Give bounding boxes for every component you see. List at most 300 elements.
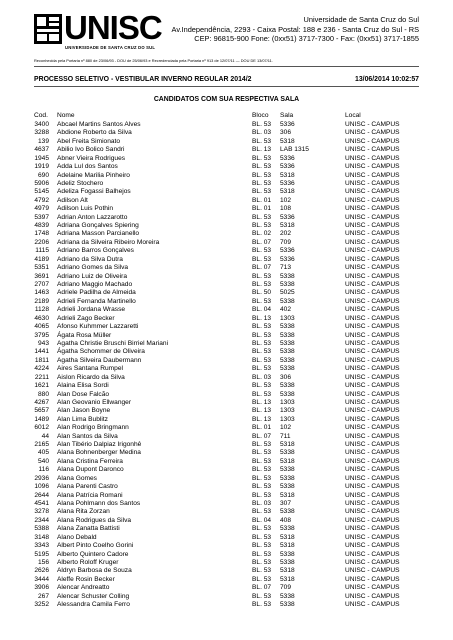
cell-nome: Agatha Christie Bruschi Birriel Mariani [57, 339, 169, 347]
table-row [0, 247, 453, 255]
cell-bloco: BL. 53 [252, 272, 272, 280]
cell-bloco: BL. 53 [252, 533, 272, 541]
cell-cod: 2644 [34, 491, 49, 499]
cell-sala: 1303 [280, 314, 295, 322]
cell-cod: 1919 [34, 163, 49, 171]
table-row [0, 551, 453, 559]
cell-sala: 5318 [280, 441, 295, 449]
column-header-nome: Nome [57, 112, 75, 119]
cell-local: UNISC - CAMPUS [345, 356, 400, 364]
cell-bloco: BL. 50 [252, 289, 272, 297]
cell-cod: 4189 [34, 255, 49, 263]
cell-bloco: BL. 07 [252, 264, 272, 272]
cell-local: UNISC - CAMPUS [345, 163, 400, 171]
cell-sala: 306 [280, 129, 292, 137]
report-datetime: 13/06/2014 10:02:57 [355, 76, 419, 83]
cell-bloco: BL. 53 [252, 575, 272, 583]
cell-bloco: BL. 53 [252, 222, 272, 230]
cell-cod: 3288 [34, 129, 49, 137]
cell-bloco: BL. 02 [252, 230, 272, 238]
cell-bloco: BL. 04 [252, 516, 272, 524]
cell-nome: Ágata Rosa Müller [57, 331, 112, 339]
cell-nome: Alberto Quintero Cadore [57, 550, 129, 558]
cell-sala: 5318 [280, 491, 295, 499]
cell-sala: 709 [280, 238, 292, 246]
cell-bloco: BL. 53 [252, 365, 272, 373]
cell-bloco: BL. 53 [252, 356, 272, 364]
cell-nome: Aires Santana Rumpel [57, 365, 123, 373]
cell-cod: 540 [37, 457, 49, 465]
table-row [0, 542, 453, 550]
cell-sala: 202 [280, 230, 292, 238]
cell-sala: 5318 [280, 222, 295, 230]
table-row [0, 230, 453, 238]
cell-cod: 1621 [34, 382, 49, 390]
cell-sala: 5338 [280, 550, 295, 558]
cell-cod: 4637 [34, 146, 49, 154]
cell-cod: 2626 [34, 567, 49, 575]
table-row [0, 332, 453, 340]
cell-local: UNISC - CAMPUS [345, 457, 400, 465]
cell-sala: 5338 [280, 339, 295, 347]
cell-sala: 5338 [280, 390, 295, 398]
cell-local: UNISC - CAMPUS [345, 196, 400, 204]
cell-bloco: BL. 07 [252, 584, 272, 592]
cell-nome: Alan Jason Boyne [57, 407, 111, 415]
table-row [0, 315, 453, 323]
cell-sala: 5338 [280, 365, 295, 373]
cell-nome: Adriano da Silva Dutra [57, 255, 123, 263]
cell-cod: 1748 [34, 230, 49, 238]
cell-cod: 156 [37, 558, 49, 566]
table-row [0, 129, 453, 137]
cell-sala: 5336 [280, 247, 295, 255]
cell-local: UNISC - CAMPUS [345, 382, 400, 390]
cell-nome: Alaina Elisa Sordi [57, 382, 109, 390]
cell-sala: 5318 [280, 542, 295, 550]
cell-local: UNISC - CAMPUS [345, 432, 400, 440]
cell-cod: 4979 [34, 205, 49, 213]
table-row [0, 214, 453, 222]
table-row [0, 593, 453, 601]
cell-sala: 5318 [280, 457, 295, 465]
cell-nome: Alano Debald [57, 533, 97, 541]
cell-sala: 5338 [280, 508, 295, 516]
cell-sala: 306 [280, 373, 292, 381]
table-row [0, 239, 453, 247]
cell-cod: 5397 [34, 213, 49, 221]
cell-nome: Adriano Maggio Machado [57, 281, 133, 289]
column-header-bloco: Bloco [252, 112, 269, 119]
cell-bloco: BL. 07 [252, 432, 272, 440]
cell-nome: Adriana Masson Parcianello [57, 230, 140, 238]
cell-local: UNISC - CAMPUS [345, 188, 400, 196]
cell-cod: 405 [37, 449, 49, 457]
cell-bloco: BL. 53 [252, 601, 272, 609]
cell-local: UNISC - CAMPUS [345, 230, 400, 238]
table-row [0, 197, 453, 205]
cell-sala: 108 [280, 205, 292, 213]
cell-sala: 5336 [280, 179, 295, 187]
cell-bloco: BL. 53 [252, 323, 272, 331]
cell-sala: 5338 [280, 356, 295, 364]
cell-local: UNISC - CAMPUS [345, 297, 400, 305]
cell-bloco: BL. 01 [252, 205, 272, 213]
table-row [0, 222, 453, 230]
cell-nome: Abner Vieira Rodrigues [57, 154, 126, 162]
cell-nome: Ágatha Schommer de Oliveira [57, 348, 145, 356]
table-row [0, 121, 453, 129]
table-row [0, 289, 453, 297]
cell-cod: 2165 [34, 441, 49, 449]
cell-cod: 2344 [34, 516, 49, 524]
cell-local: UNISC - CAMPUS [345, 247, 400, 255]
cell-cod: 2936 [34, 474, 49, 482]
cell-bloco: BL. 53 [252, 390, 272, 398]
column-header-sala: Sala [280, 112, 294, 119]
cell-nome: Alessandra Camila Ferro [57, 601, 130, 609]
cell-cod: 5145 [34, 188, 49, 196]
cell-local: UNISC - CAMPUS [345, 281, 400, 289]
cell-cod: 1945 [34, 154, 49, 162]
cell-sala: 5318 [280, 533, 295, 541]
cell-bloco: BL. 03 [252, 129, 272, 137]
table-row [0, 466, 453, 474]
cell-bloco: BL. 53 [252, 441, 272, 449]
cell-cod: 139 [37, 137, 49, 145]
cell-cod: 4267 [34, 398, 49, 406]
cell-nome: Adriano Barros Gonçalves [57, 247, 134, 255]
cell-bloco: BL. 53 [252, 213, 272, 221]
cell-sala: 5336 [280, 213, 295, 221]
cell-bloco: BL. 53 [252, 247, 272, 255]
cell-cod: 2189 [34, 297, 49, 305]
cell-sala: 5336 [280, 163, 295, 171]
table-row [0, 508, 453, 516]
cell-cod: 690 [37, 171, 49, 179]
cell-sala: 5338 [280, 297, 295, 305]
cell-sala: 5025 [280, 289, 295, 297]
cell-cod: 44 [41, 432, 49, 440]
cell-bloco: BL. 53 [252, 525, 272, 533]
cell-local: UNISC - CAMPUS [345, 466, 400, 474]
cell-cod: 116 [38, 466, 49, 474]
table-row [0, 188, 453, 196]
cell-local: UNISC - CAMPUS [345, 474, 400, 482]
cell-nome: Alana Rodrigues da Silva [57, 516, 132, 524]
table-row [0, 281, 453, 289]
cell-cod: 1489 [34, 415, 49, 423]
cell-cod: 267 [37, 592, 49, 600]
table-row [0, 180, 453, 188]
cell-nome: Adrieli Jordana Wrasse [57, 306, 126, 314]
table-row [0, 449, 453, 457]
cell-local: UNISC - CAMPUS [345, 558, 400, 566]
table-row [0, 399, 453, 407]
cell-nome: Adriele Padilha de Almeida [57, 289, 136, 297]
cell-local: UNISC - CAMPUS [345, 146, 400, 154]
cell-sala: 5338 [280, 382, 295, 390]
cell-local: UNISC - CAMPUS [345, 238, 400, 246]
cell-nome: Agatha Silveira Daubermann [57, 356, 142, 364]
cell-bloco: BL. 53 [252, 449, 272, 457]
cell-local: UNISC - CAMPUS [345, 264, 400, 272]
table-row [0, 458, 453, 466]
cell-bloco: BL. 13 [252, 146, 272, 154]
table-row [0, 163, 453, 171]
table-row [0, 348, 453, 356]
cell-bloco: BL. 53 [252, 550, 272, 558]
cell-local: UNISC - CAMPUS [345, 171, 400, 179]
cell-cod: 1115 [35, 247, 49, 255]
table-row [0, 298, 453, 306]
cell-nome: Alana Zanatta Battisti [57, 525, 120, 533]
cell-nome: Aldryn Barbosa de Souza [57, 567, 132, 575]
table-row [0, 264, 453, 272]
cell-cod: 3148 [34, 533, 49, 541]
cell-bloco: BL. 53 [252, 348, 272, 356]
table-row [0, 407, 453, 415]
cell-cod: 1128 [34, 306, 49, 314]
table-row [0, 205, 453, 213]
cell-sala: LAB 1315 [280, 146, 309, 154]
cell-sala: 5338 [280, 558, 295, 566]
cell-cod: 1811 [34, 356, 49, 364]
table-row [0, 601, 453, 609]
cell-bloco: BL. 53 [252, 179, 272, 187]
cell-nome: Alana Cristina Ferreira [57, 457, 123, 465]
cell-local: UNISC - CAMPUS [345, 567, 400, 575]
cell-nome: Adilson Alt [57, 196, 88, 204]
cell-local: UNISC - CAMPUS [345, 441, 400, 449]
cell-local: UNISC - CAMPUS [345, 390, 400, 398]
cell-cod: 5351 [34, 264, 49, 272]
cell-cod: 2206 [34, 238, 49, 246]
table-row [0, 576, 453, 584]
cell-bloco: BL. 07 [252, 238, 272, 246]
cell-local: UNISC - CAMPUS [345, 508, 400, 516]
cell-local: UNISC - CAMPUS [345, 314, 400, 322]
table-row [0, 483, 453, 491]
cell-cod: 943 [37, 339, 49, 347]
cell-nome: Alberto Roloff Kruger [57, 558, 119, 566]
table-row [0, 424, 453, 432]
cell-local: UNISC - CAMPUS [345, 365, 400, 373]
cell-local: UNISC - CAMPUS [345, 499, 400, 507]
cell-bloco: BL. 53 [252, 508, 272, 516]
report-subtitle: CANDIDATOS COM SUA RESPECTIVA SALA [153, 96, 300, 103]
cell-bloco: BL. 01 [252, 196, 272, 204]
cell-sala: 5318 [280, 137, 295, 145]
table-row [0, 155, 453, 163]
cell-local: UNISC - CAMPUS [345, 449, 400, 457]
table-row [0, 273, 453, 281]
cell-nome: Alana Patrícia Romani [57, 491, 123, 499]
table-header [0, 112, 453, 121]
cell-nome: Abcael Martins Santos Alves [57, 121, 141, 128]
cell-bloco: BL. 53 [252, 281, 272, 289]
cell-cod: 1463 [34, 289, 49, 297]
cell-bloco: BL. 53 [252, 592, 272, 600]
cell-nome: Adriana da Silveira Ribeiro Moreira [57, 238, 160, 246]
cell-local: UNISC - CAMPUS [345, 121, 400, 128]
cell-nome: Abel Freita Simionato [57, 137, 121, 145]
cell-nome: Adeliz Stochero [57, 179, 104, 187]
table-row [0, 441, 453, 449]
cell-cod: 5657 [34, 407, 49, 415]
cell-bloco: BL. 53 [252, 483, 272, 491]
cell-sala: 5318 [280, 188, 295, 196]
table-row [0, 584, 453, 592]
cell-cod: 3252 [34, 601, 49, 609]
cell-cod: 4541 [34, 499, 49, 507]
cell-nome: Alan Geovanio Ellwanger [57, 398, 132, 406]
cell-sala: 1303 [280, 415, 295, 423]
cell-sala: 1303 [280, 398, 295, 406]
cell-sala: 5338 [280, 483, 295, 491]
table-row [0, 365, 453, 373]
cell-nome: Adda Lul dos Santos [57, 163, 118, 171]
cell-local: UNISC - CAMPUS [345, 584, 400, 592]
cell-bloco: BL. 13 [252, 398, 272, 406]
cell-cod: 2211 [34, 373, 49, 381]
cell-cod: 3343 [34, 542, 49, 550]
column-header-local: Local [345, 112, 361, 119]
cell-bloco: BL. 53 [252, 188, 272, 196]
cell-sala: 102 [280, 196, 292, 204]
cell-sala: 711 [280, 432, 291, 440]
address-line: Universidade de Santa Cruz do Sul [303, 15, 419, 24]
cell-bloco: BL. 53 [252, 558, 272, 566]
cell-cod: 5906 [34, 179, 49, 187]
cell-cod: 4792 [34, 196, 49, 204]
cell-bloco: BL. 53 [252, 171, 272, 179]
cell-cod: 3906 [34, 584, 49, 592]
unisc-logo [34, 9, 164, 50]
divider [34, 66, 419, 67]
cell-bloco: BL. 53 [252, 137, 272, 145]
cell-bloco: BL. 53 [252, 331, 272, 339]
cell-nome: Alan Dose Falcão [57, 390, 110, 398]
logo-subtext: UNIVERSIDADE DE SANTA CRUZ DO SUL [65, 45, 156, 50]
cell-nome: Alana Rita Zorzan [57, 508, 110, 516]
cell-sala: 5338 [280, 323, 295, 331]
cell-sala: 5338 [280, 601, 295, 609]
cell-nome: Adelaine Marilia Pinheiro [57, 171, 130, 179]
cell-local: UNISC - CAMPUS [345, 424, 400, 432]
cell-bloco: BL. 53 [252, 382, 272, 390]
cell-nome: Alana Dupont Daronco [57, 466, 124, 474]
cell-local: UNISC - CAMPUS [345, 289, 400, 297]
cell-bloco: BL. 03 [252, 499, 272, 507]
cell-bloco: BL. 53 [252, 154, 272, 162]
cell-sala: 402 [280, 306, 292, 314]
cell-cod: 4065 [34, 323, 49, 331]
cell-bloco: BL. 53 [252, 474, 272, 482]
cell-bloco: BL. 53 [252, 542, 272, 550]
cell-nome: Alencar Andreatto [57, 584, 110, 592]
institution-address [172, 15, 419, 44]
cell-local: UNISC - CAMPUS [345, 331, 400, 339]
cell-local: UNISC - CAMPUS [345, 601, 400, 609]
address-line: CEP: 96815-900 Fone: (0xx51) 3717-7300 - Fax: (0xx51) 3717-1855 [194, 34, 419, 44]
table-row [0, 323, 453, 331]
cell-bloco: BL. 53 [252, 163, 272, 171]
cell-sala: 5338 [280, 525, 295, 533]
cell-bloco: BL. 53 [252, 466, 272, 474]
cell-bloco: BL. 01 [252, 424, 272, 432]
cell-cod: 3444 [34, 575, 49, 583]
cell-nome: Adrieli Fernanda Martinello [57, 297, 136, 305]
table-row [0, 382, 453, 390]
cell-cod: 2707 [34, 281, 49, 289]
cell-local: UNISC - CAMPUS [345, 255, 400, 263]
column-header-cod: Cod. [34, 112, 48, 119]
cell-bloco: BL. 53 [252, 339, 272, 347]
cell-nome: Abdione Roberto da Silva [57, 129, 132, 137]
cell-sala: 5338 [280, 281, 295, 289]
cell-local: UNISC - CAMPUS [345, 339, 400, 347]
cell-sala: 5338 [280, 272, 295, 280]
cell-cod: 1441 [34, 348, 49, 356]
cell-local: UNISC - CAMPUS [345, 415, 400, 423]
cell-local: UNISC - CAMPUS [345, 205, 400, 213]
cell-sala: 713 [280, 264, 292, 272]
cell-local: UNISC - CAMPUS [345, 483, 400, 491]
cell-nome: Alencar Schuster Colling [57, 592, 130, 600]
table-row [0, 416, 453, 424]
cell-nome: Abilio Ivo Bolico Sandri [57, 146, 125, 154]
cell-bloco: BL. 04 [252, 306, 272, 314]
cell-nome: Alan Rodrigo Bringmann [57, 424, 129, 432]
cell-local: UNISC - CAMPUS [345, 137, 400, 145]
cell-local: UNISC - CAMPUS [345, 407, 400, 415]
cell-local: UNISC - CAMPUS [345, 542, 400, 550]
cell-sala: 5338 [280, 592, 295, 600]
cell-cod: 1096 [34, 483, 49, 491]
cell-sala: 307 [280, 499, 292, 507]
divider [34, 86, 419, 87]
cell-cod: 3795 [34, 331, 49, 339]
process-title: PROCESSO SELETIVO - VESTIBULAR INVERNO REGULAR 2014/2 [34, 76, 252, 83]
table-row [0, 525, 453, 533]
address-line: Av.Independência, 2293 - Caixa Postal: 188 e 236 - Santa Cruz do Sul - RS [171, 24, 419, 34]
cell-nome: Adriana Gonçalves Spiering [57, 222, 139, 230]
cell-sala: 5318 [280, 171, 295, 179]
table-row [0, 534, 453, 542]
cell-nome: Adrian Anton Lazzarotto [57, 213, 128, 221]
cell-local: UNISC - CAMPUS [345, 154, 400, 162]
cell-local: UNISC - CAMPUS [345, 323, 400, 331]
cell-nome: Afonso Kuhmmer Lazzaretti [57, 323, 139, 331]
cell-cod: 4630 [34, 314, 49, 322]
table-row [0, 146, 453, 154]
cell-nome: Adriano Gomes da Silva [57, 264, 129, 272]
cell-local: UNISC - CAMPUS [345, 222, 400, 230]
cell-cod: 3278 [34, 508, 49, 516]
table-row [0, 559, 453, 567]
cell-sala: 5338 [280, 474, 295, 482]
cell-sala: 5338 [280, 466, 295, 474]
cell-nome: Alan Santos da Silva [57, 432, 118, 440]
cell-bloco: BL. 13 [252, 415, 272, 423]
logo-wordmark: UNISC [64, 9, 162, 46]
cell-local: UNISC - CAMPUS [345, 306, 400, 314]
cell-cod: 6012 [34, 424, 49, 432]
cell-local: UNISC - CAMPUS [345, 179, 400, 187]
cell-bloco: BL. 53 [252, 255, 272, 263]
cell-bloco: BL. 53 [252, 457, 272, 465]
